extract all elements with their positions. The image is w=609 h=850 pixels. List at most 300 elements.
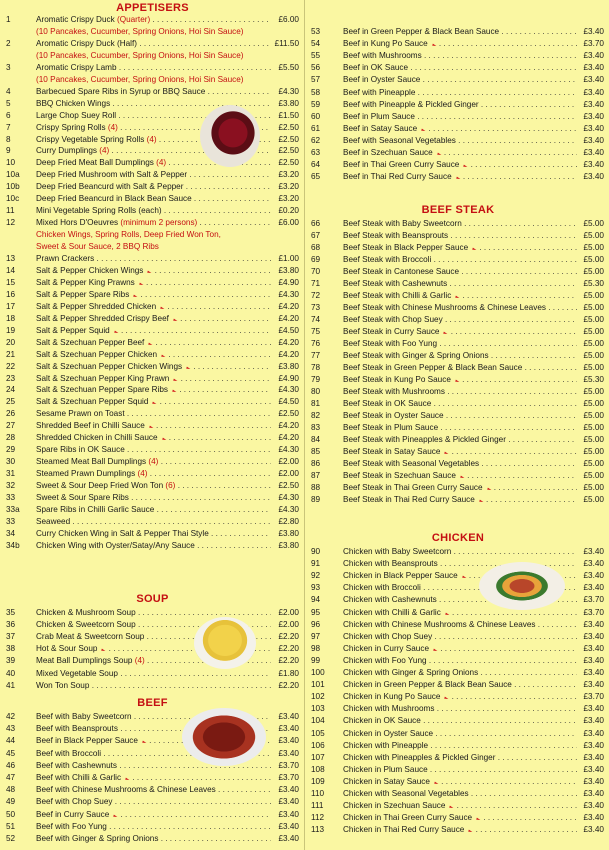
chili-icon: ▲: [461, 163, 470, 170]
menu-item-number: 72: [311, 291, 321, 300]
menu-item-name: [36, 169, 271, 181]
menu-item-number: 60: [311, 111, 321, 121]
menu-item: [307, 776, 609, 788]
menu-item: [0, 217, 305, 229]
menu-item-price: £2.20: [278, 632, 299, 642]
menu-item-number: 26: [6, 409, 16, 419]
menu-item: [307, 470, 609, 482]
menu-item-name-text: Crispy Vegetable Spring Rolls: [36, 134, 147, 144]
menu-item-number: 40: [6, 668, 16, 678]
menu-item-price: £3.40: [278, 712, 299, 721]
menu-item-name: [343, 135, 577, 147]
menu-item-name: [36, 492, 271, 504]
menu-item-name-text: Curry Dumplings: [36, 146, 100, 156]
menu-item-name-text: Chicken with Ginger & Spring Onions: [343, 668, 479, 677]
menu-item-name-text: Beef in Green Pepper & Black Bean Sauce: [343, 27, 500, 36]
menu-item-name-text: Beef Steak with Mushrooms: [343, 387, 445, 396]
menu-item: [307, 410, 609, 422]
menu-item-name-text: Beef in Kung Po Sauce: [343, 39, 428, 49]
menu-item-price: £3.80: [278, 265, 299, 275]
menu-item-number: 31: [6, 469, 16, 479]
menu-item-name-text: Salt & Szechuan Pepper King Prawn: [36, 373, 170, 383]
menu-item: [307, 26, 609, 38]
menu-item-name: [36, 809, 271, 822]
menu-item-name-text: Prawn Crackers: [36, 254, 95, 263]
menu-item-number: 16: [6, 289, 16, 299]
menu-item-name-text: Beef Steak with Foo Yung: [343, 339, 438, 348]
menu-item-number: 48: [6, 785, 16, 795]
menu-item: [0, 760, 305, 772]
chili-icon: ▲: [184, 364, 192, 371]
menu-item: [307, 715, 609, 727]
menu-item-name-text: Beef Steak with Chinese Mushrooms & Chinese Leaves: [343, 303, 546, 312]
menu-item-price: £3.70: [278, 773, 299, 782]
beef-dish-photo: [182, 708, 266, 766]
menu-item-name: [343, 230, 577, 242]
menu-item-number: 34b: [6, 540, 20, 550]
menu-item: [307, 619, 609, 631]
menu-item: [0, 337, 305, 349]
menu-item-name: [343, 788, 577, 800]
menu-item-name: [343, 302, 577, 314]
menu-item-name: [36, 821, 271, 833]
menu-item-name-text: Beef in Black Pepper Sauce: [36, 736, 138, 746]
menu-item: [0, 607, 305, 619]
menu-item-price: £2.00: [278, 469, 299, 479]
menu-item-name-text: Barbecued Spare Ribs in Syrup or BBQ Sauce: [36, 86, 206, 96]
menu-item-price: £5.00: [583, 363, 604, 372]
menu-item-name-text: Beef in Oyster Sauce: [343, 75, 421, 85]
menu-item-name: [36, 253, 271, 265]
menu-item-name-text: Chicken with Pineapples & Pickled Ginger: [343, 752, 496, 762]
menu-item-name-text: Steamed Meat Ball Dumplings: [36, 457, 149, 467]
menu-item: [0, 821, 305, 833]
menu-item: [307, 667, 609, 679]
chili-icon: ▲: [170, 388, 178, 395]
menu-item: [307, 386, 609, 398]
menu-item-name: [343, 171, 577, 184]
menu-item-name: [36, 456, 271, 468]
menu-item-number: 42: [6, 712, 16, 721]
menu-item: [0, 373, 305, 385]
chili-icon: ▲: [159, 352, 167, 359]
menu-item: [0, 253, 305, 265]
menu-item-name-text: Salt & Szechuan Pepper Chicken: [36, 349, 158, 359]
menu-item: [307, 558, 609, 570]
menu-item-name: [343, 619, 577, 631]
menu-item-name-text: Chicken with Mushrooms: [343, 704, 435, 714]
menu-item-number: 87: [311, 471, 321, 480]
menu-item-name-text: Chicken with Broccoli: [343, 583, 421, 593]
chili-icon: ▲: [474, 816, 482, 823]
menu-item-number: 111: [311, 801, 324, 811]
menu-item: [0, 384, 305, 396]
menu-item-number: 33a: [6, 504, 20, 514]
chili-icon: ▲: [145, 269, 154, 275]
menu-item: [0, 361, 305, 373]
menu-item-price: £3.40: [583, 631, 604, 641]
menu-item: [307, 655, 609, 667]
menu-item-name: [343, 147, 577, 160]
menu-item: [307, 691, 609, 703]
menu-item-number: 53: [311, 27, 321, 36]
menu-item-name-text: Salt & Pepper King Prawns: [36, 277, 135, 287]
menu-item-name: [343, 159, 577, 172]
menu-item: [0, 349, 305, 361]
menu-item-price: £3.40: [583, 789, 604, 798]
menu-item-name: [343, 338, 577, 350]
menu-item-name-text: Beef Steak with Baby Sweetcorn: [343, 219, 462, 228]
menu-item-number: 63: [311, 148, 321, 157]
chili-icon: ▲: [447, 804, 456, 811]
menu-item-name-text: Mixed Vegetable Soup: [36, 668, 118, 678]
chili-icon: ▲: [457, 474, 466, 480]
menu-item-note: Chicken Wings, Spring Rolls, Deep Fried Won Ton,: [36, 230, 221, 240]
menu-item-number: 27: [6, 421, 16, 431]
chili-icon: ▲: [453, 175, 462, 182]
chili-icon: ▲: [99, 647, 108, 654]
menu-item: [307, 218, 609, 230]
menu-item-number: 5: [6, 98, 11, 108]
menu-item-number: 38: [6, 644, 16, 654]
menu-item-price: £3.40: [583, 813, 604, 823]
menu-item-price: £3.40: [583, 99, 604, 109]
menu-item-name: [343, 715, 577, 727]
menu-item: [0, 420, 305, 432]
menu-item-name-text: Beef Steak in Oyster Sauce: [343, 411, 444, 420]
menu-item-name: [343, 386, 577, 398]
menu-item-number: 55: [311, 51, 321, 61]
menu-item-name-text: Beef Steak in OK Sauce: [343, 399, 432, 408]
menu-item-number: 78: [311, 363, 321, 372]
menu-item-name-text: Crispy Spring Rolls: [36, 122, 108, 132]
menu-item-price: £2.00: [278, 457, 299, 467]
menu-item-name-text: Salt & Pepper Spare Ribs: [36, 289, 130, 299]
menu-item-name: [343, 99, 577, 111]
menu-item: [0, 772, 305, 784]
menu-item-price: £4.30: [278, 289, 299, 299]
menu-item-price: £3.40: [583, 801, 604, 811]
menu-item-price: £5.00: [583, 303, 604, 312]
menu-item-number: 6: [6, 110, 11, 120]
menu-item-name-text: Beef with Beansprouts: [36, 724, 118, 734]
menu-item-name: [343, 703, 577, 715]
menu-item-price: £3.40: [583, 740, 604, 750]
menu-item-name: [343, 546, 577, 558]
menu-item-price: £2.20: [278, 656, 299, 666]
menu-item-number: 103: [311, 704, 325, 714]
menu-item-price: £5.00: [583, 483, 604, 492]
menu-item-number: 10b: [6, 182, 20, 192]
menu-item-name: [36, 217, 271, 229]
menu-item-name: [343, 812, 577, 825]
menu-item-price: £5.50: [278, 62, 299, 72]
menu-item-number: 89: [311, 495, 321, 504]
menu-item-name-text: Beef Steak in Szechuan Sauce: [343, 471, 456, 480]
menu-item-name-text: Chicken in Green Pepper & Black Bean Sauce: [343, 680, 512, 690]
menu-item: [0, 14, 305, 26]
menu-item-name: [343, 123, 577, 136]
menu-item-name-text: Beef Steak with Chop Suey: [343, 315, 443, 324]
menu-item-number: 36: [6, 620, 16, 630]
menu-item-number: 66: [311, 219, 321, 228]
menu-item-number: 96: [311, 619, 321, 629]
menu-item-number: 10a: [6, 170, 20, 180]
menu-item-name-text: Beef Steak with Seasonal Vegetables: [343, 459, 480, 468]
menu-item-name-text: Chicken in Szechuan Sauce: [343, 801, 446, 811]
menu-item-price: £5.00: [583, 255, 604, 264]
menu-item-name-text: Chicken in Plum Sauce: [343, 764, 428, 774]
menu-item-price: £3.40: [583, 63, 604, 73]
menu-item-number: 56: [311, 63, 321, 73]
menu-item: [307, 824, 609, 836]
menu-item-price: £3.40: [278, 821, 299, 831]
chili-icon: ▲: [131, 293, 140, 299]
menu-item: [307, 494, 609, 506]
spare-ribs-photo: [200, 105, 260, 167]
menu-item-qualifier: (minimum 2 persons): [120, 218, 198, 228]
menu-item-name: [36, 668, 271, 680]
menu-item-number: 10c: [6, 194, 20, 204]
menu-item-name: [36, 38, 271, 50]
menu-item-name-text: Salt & Szechuan Pepper Beef: [36, 337, 145, 347]
menu-item-price: £4.30: [278, 493, 299, 502]
menu-item-name-text: Chicken in Curry Sauce: [343, 643, 430, 653]
menu-item-number: 79: [311, 375, 321, 384]
section-heading-beef: BEEF: [137, 697, 168, 709]
menu-item-price: £3.40: [278, 724, 299, 734]
menu-item-number: 35: [6, 608, 16, 617]
menu-item-price: £6.00: [278, 15, 299, 24]
menu-item: [307, 338, 609, 350]
menu-item-price: £3.80: [278, 98, 299, 108]
menu-item-name: [36, 540, 271, 552]
chili-icon: ▲: [442, 695, 451, 702]
menu-item-name: [343, 800, 577, 813]
menu-item-name: [343, 655, 577, 667]
menu-item: [0, 408, 305, 420]
menu-item-price: £3.70: [583, 607, 604, 617]
menu-item: [0, 516, 305, 528]
menu-item-price: £3.40: [583, 172, 604, 182]
menu-item-name-text: Beef with Broccoli: [36, 748, 102, 758]
menu-item-number: 102: [311, 692, 325, 702]
menu-item-price: £4.90: [278, 277, 299, 287]
menu-item-name-text: Beef Steak with Cashewnuts: [343, 279, 448, 288]
chili-icon: ▲: [442, 610, 451, 617]
menu-item-number: 22: [6, 361, 16, 371]
menu-item: [0, 833, 305, 845]
menu-item-name: [36, 444, 271, 456]
menu-item-name-text: Salt & Szechuan Pepper Spare Ribs: [36, 385, 168, 395]
menu-item-number: 71: [311, 279, 321, 288]
menu-item-price: £3.70: [583, 39, 604, 49]
menu-item-price: £2.50: [278, 409, 299, 419]
menu-item-name-text: Beef in Thai Red Curry Sauce: [343, 172, 452, 182]
menu-item-price: £3.40: [583, 75, 604, 85]
menu-item-name-text: Beef with Ginger & Spring Onions: [36, 834, 159, 843]
menu-item: [307, 230, 609, 242]
menu-item-number: 69: [311, 255, 321, 264]
menu-item: [307, 290, 609, 302]
menu-item-name: [343, 776, 577, 789]
menu-item-price: £4.50: [278, 397, 299, 407]
menu-item-number: 77: [311, 351, 321, 360]
menu-item-price: £3.40: [278, 797, 299, 807]
menu-item-number: 84: [311, 435, 321, 444]
menu-item-number: 17: [6, 301, 16, 311]
menu-item: [0, 655, 305, 667]
menu-item-number: 41: [6, 680, 16, 690]
menu-item: [307, 631, 609, 643]
menu-item-name: [36, 796, 271, 808]
chili-icon: ▲: [484, 486, 493, 492]
menu-item-qualifier: (4): [99, 146, 110, 156]
menu-item-name-text: Won Ton Soup: [36, 680, 90, 690]
menu-item-name: [343, 398, 577, 410]
menu-item-name: [36, 784, 271, 796]
menu-item: [307, 266, 609, 278]
menu-item-price: £2.50: [278, 146, 299, 156]
menu-item: [0, 301, 305, 313]
menu-item: [0, 98, 305, 110]
menu-item-name: [343, 111, 577, 123]
menu-item-name-text: Chicken with Foo Yung: [343, 655, 427, 665]
menu-item-number: 94: [311, 595, 321, 605]
menu-item: [307, 171, 609, 183]
menu-item-name-text: Beef Steak in Satay Sauce: [343, 447, 441, 456]
menu-item-price: £3.40: [583, 583, 604, 593]
menu-item-price: £0.20: [278, 206, 299, 216]
menu-item: [0, 277, 305, 289]
menu-item-name-text: Sesame Prawn on Toast: [36, 409, 125, 419]
menu-item-name-text: Seaweed: [36, 516, 71, 526]
menu-item: [0, 631, 305, 643]
menu-item-name: [343, 494, 577, 507]
menu-item-name-text: Beef with Cashewnuts: [36, 760, 118, 770]
menu-item-price: £11.50: [274, 38, 299, 48]
menu-item-price: £3.40: [583, 571, 604, 581]
menu-item-number: 105: [311, 728, 325, 738]
menu-item-name-text: Beef Steak in Thai Red Curry Sauce: [343, 495, 475, 504]
menu-item-name: [343, 667, 577, 679]
menu-item-price: £3.40: [583, 668, 604, 677]
menu-item-price: £3.40: [583, 716, 604, 726]
menu-item-qualifier: (4): [146, 134, 157, 144]
menu-item-price: £4.20: [278, 421, 299, 431]
menu-item-price: £2.50: [278, 158, 299, 168]
menu-item: [0, 289, 305, 301]
menu-item-price: £4.90: [278, 373, 299, 383]
menu-item-name: [343, 740, 577, 752]
menu-item-name-text: Shredded Beef in Chilli Sauce: [36, 421, 145, 431]
menu-item: [0, 325, 305, 337]
menu-item-number: 107: [311, 752, 325, 762]
menu-item: [307, 446, 609, 458]
menu-item-price: £3.40: [583, 643, 604, 653]
menu-item-name-text: Beef Steak with Broccoli: [343, 255, 432, 264]
menu-item-note: (10 Pancakes, Cucumber, Spring Onions, Hoi Sin Sauce): [36, 50, 244, 60]
menu-item-price: £5.00: [583, 243, 604, 252]
menu-item: [307, 764, 609, 776]
menu-item-number: 50: [6, 809, 16, 819]
menu-item-price: £3.40: [583, 135, 604, 145]
menu-item-number: 101: [311, 680, 325, 690]
menu-item-number: 106: [311, 740, 325, 750]
menu-item-number: 51: [6, 821, 16, 831]
menu-item-name-text: Aromatic Crispy Lamb: [36, 62, 117, 72]
menu-item-price: £3.40: [583, 680, 604, 690]
menu-item-name-text: BBQ Chicken Wings: [36, 98, 111, 108]
menu-item-name-text: Salt & Pepper Shredded Crispy Beef: [36, 313, 169, 323]
menu-item-price: £3.40: [583, 87, 604, 97]
menu-item-price: £5.00: [583, 339, 604, 348]
menu-item-number: 47: [6, 773, 16, 782]
menu-item-name: [36, 62, 271, 74]
menu-item-name-text: Chicken in Satay Sauce: [343, 776, 430, 786]
menu-item-number: 75: [311, 327, 321, 336]
menu-item-name-text: Aromatic Crispy Duck (Half): [36, 38, 137, 48]
menu-item-name: [343, 752, 577, 764]
chili-icon: ▲: [136, 281, 145, 287]
menu-item-qualifier: (4): [134, 656, 145, 666]
menu-item-number: 81: [311, 399, 321, 408]
menu-item-price: £3.40: [583, 704, 604, 714]
menu-item-number: 43: [6, 724, 16, 734]
menu-item: [0, 444, 305, 456]
chicken-dish-photo: [479, 562, 565, 610]
menu-item: [307, 434, 609, 446]
menu-item-number: 7: [6, 122, 11, 132]
menu-item-price: £3.40: [583, 619, 604, 629]
menu-item-number: 91: [311, 559, 321, 569]
menu-item-number: 1: [6, 15, 11, 24]
menu-item-name-text: Hot & Sour Soup: [36, 644, 98, 654]
menu-item-number: 49: [6, 797, 16, 807]
menu-item: [0, 86, 305, 98]
menu-item-price: £3.40: [583, 123, 604, 133]
menu-item-number: 20: [6, 337, 16, 347]
menu-item-qualifier: (6): [165, 481, 176, 491]
menu-item-price: £2.50: [278, 481, 299, 491]
menu-item-price: £5.00: [583, 351, 604, 360]
menu-item-number: 34: [6, 528, 16, 538]
menu-item-name-text: Chicken with Beansprouts: [343, 559, 438, 569]
menu-item: [307, 147, 609, 159]
menu-item: [307, 728, 609, 740]
menu-item-price: £1.80: [278, 668, 299, 678]
menu-item-number: 67: [311, 231, 321, 240]
chili-icon: ▲: [111, 812, 120, 819]
menu-item-number: 37: [6, 632, 16, 642]
chili-icon: ▲: [434, 151, 443, 157]
menu-item-name: [343, 643, 577, 656]
menu-item-name-text: Deep Fried Mushroom with Salt & Pepper: [36, 170, 188, 180]
menu-item-name: [343, 764, 577, 776]
menu-item-name-text: Beef in Plum Sauce: [343, 111, 415, 121]
menu-item-name: [343, 254, 577, 266]
menu-item-price: £4.30: [278, 504, 299, 514]
chili-icon: ▲: [452, 378, 461, 384]
menu-item: [0, 468, 305, 480]
menu-item-number: 93: [311, 583, 321, 593]
menu-item-name-text: Beef Steak in Kung Po Sauce: [343, 375, 451, 384]
menu-item-price: £5.00: [583, 315, 604, 324]
menu-item: [307, 314, 609, 326]
menu-item-name-text: Steamed Prawn Dumplings: [36, 469, 138, 479]
menu-item-price: £3.80: [278, 528, 299, 538]
menu-item-number: 32: [6, 481, 16, 491]
